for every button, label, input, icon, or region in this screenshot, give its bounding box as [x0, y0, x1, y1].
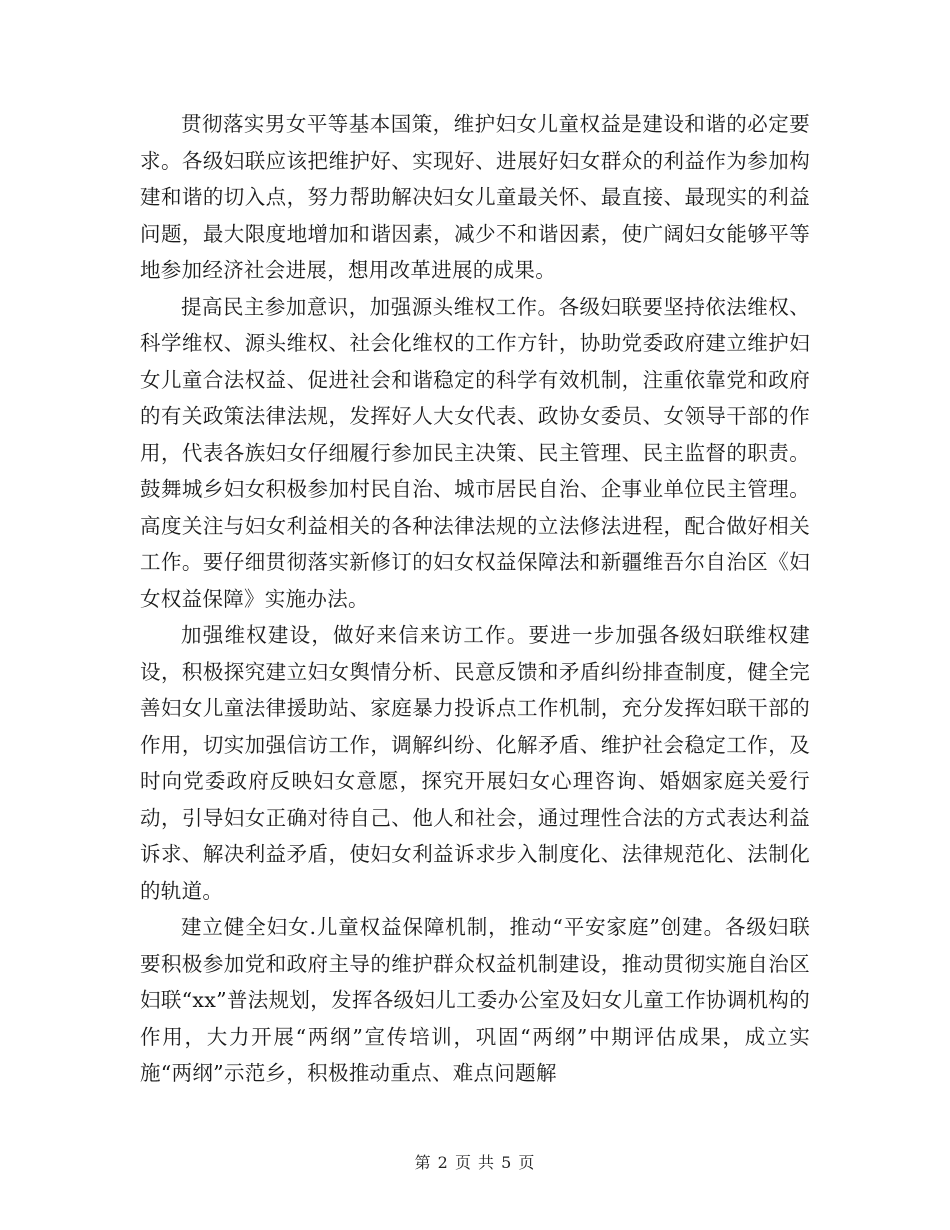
page-number-footer: 第 2 页 共 5 页: [414, 1153, 536, 1172]
paragraph-1: 贯彻落实男女平等基本国策，维护妇女儿童权益是建设和谐的必定要求。各级妇联应该把维护好、实现好、进展好妇女群众的利益作为参加构建和谐的切入点，努力帮助解决妇女儿童最关怀、最直接、最现实的利益问题，最大限度地增加和谐因素，减少不和谐因素，使广阔妇女能够平等地参加经济社会进展，想用改革进展的成果。: [140, 112, 810, 282]
document-body: [140, 106, 810, 1092]
paragraph-4: 建立健全妇女.儿童权益保障机制，推动“平安家庭”创建。各级妇联要积极参加党和政府主导的维护群众权益机制建设，推动贯彻实施自治区妇联“xx”普法规划，发挥各级妇儿工委办公室及妇女儿童工作协调机构的作用，大力开展“两纲”宣传培训，巩固“两纲”中期评估成果，成立实施“两纲”示范乡，积极推动重点、难点问题解: [140, 915, 810, 1085]
paragraph-2: 提高民主参加意识，加强源头维权工作。各级妇联要坚持依法维权、科学维权、源头维权、社会化维权的工作方针，协助党委政府建立维护妇女儿童合法权益、促进社会和谐稳定的科学有效机制，注重依靠党和政府的有关政策法律法规，发挥好人大女代表、政协女委员、女领导干部的作用，代表各族妇女仔细履行参加民主决策、民主管理、民主监督的职责。鼓舞城乡妇女积极参加村民自治、城市居民自治、企事业单位民主管理。高度关注与妇女利益相关的各种法律法规的立法修法进程，配合做好相关工作。要仔细贯彻落实新修订的妇女权益保障法和新疆维吾尔自治区《妇女权益保障》实施办法。: [140, 294, 810, 611]
paragraph-3: 加强维权建设，做好来信来访工作。要进一步加强各级妇联维权建设，积极探究建立妇女舆情分析、民意反馈和矛盾纠纷排查制度，健全完善妇女儿童法律援助站、家庭暴力投诉点工作机制，充分发挥妇联干部的作用，切实加强信访工作，调解纠纷、化解矛盾、维护社会稳定工作，及时向党委政府反映妇女意愿，探究开展妇女心理咨询、婚姻家庭关爱行动，引导妇女正确对待自己、他人和社会，通过理性合法的方式表达利益诉求、解决利益矛盾，使妇女利益诉求步入制度化、法律规范化、法制化的轨道。: [140, 623, 810, 903]
